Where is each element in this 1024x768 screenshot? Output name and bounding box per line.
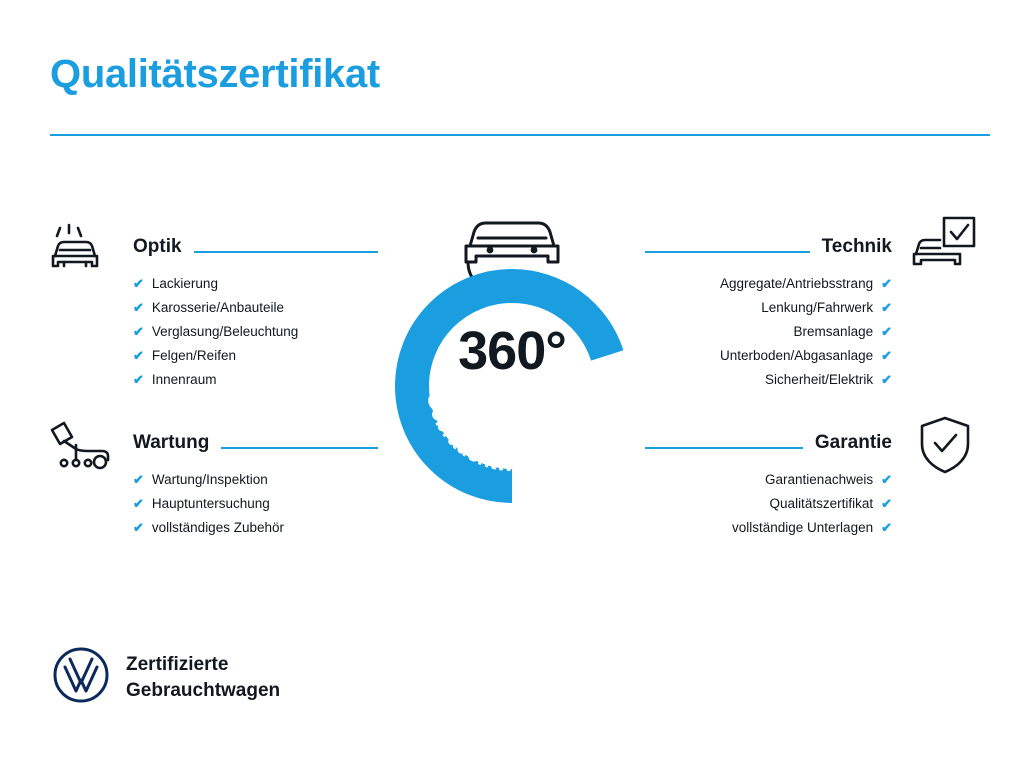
section-technik-list — [645, 272, 892, 392]
car-shine-icon — [48, 218, 116, 283]
list-item-label: Aggregate/Antriebsstrang — [719, 276, 874, 291]
list-item — [645, 296, 892, 320]
check-icon: ✔ — [881, 472, 892, 487]
list-item-label: Bremsanlage — [793, 324, 874, 339]
section-technik — [645, 236, 892, 408]
list-item — [645, 344, 892, 368]
list-item-label: Lenkung/Fahrwerk — [761, 300, 874, 315]
section-technik-header — [645, 236, 892, 260]
list-item — [645, 492, 892, 516]
list-item — [645, 368, 892, 392]
check-icon: ✔ — [133, 372, 144, 387]
list-item — [133, 272, 378, 296]
section-technik-title: Technik — [821, 236, 892, 257]
section-optik-title: Optik — [133, 236, 182, 257]
section-garantie — [645, 432, 892, 556]
check-icon: ✔ — [881, 348, 892, 363]
car-lift-icon — [46, 415, 118, 482]
title-divider — [50, 134, 990, 136]
footer-line-1: Zertifizierte — [126, 653, 229, 675]
badge-ring-text: Gebrauchtwagen-Check — [422, 390, 602, 477]
check-icon: ✔ — [881, 520, 892, 535]
list-item — [645, 320, 892, 344]
list-item-label: Unterboden/Abgasanlage — [719, 348, 874, 363]
check-icon: ✔ — [881, 372, 892, 387]
check-icon: ✔ — [133, 496, 144, 511]
section-technik-divider — [645, 251, 810, 253]
list-item — [133, 516, 378, 540]
section-garantie-list — [645, 468, 892, 540]
list-item-label: Sicherheit/Elektrik — [765, 372, 874, 387]
list-item — [133, 296, 378, 320]
badge-degree-label: 360° — [458, 321, 566, 381]
section-optik-list — [133, 272, 378, 392]
section-wartung-divider — [221, 447, 378, 449]
check-icon: ✔ — [881, 496, 892, 511]
section-wartung-header — [133, 432, 378, 456]
footer-branding — [52, 646, 280, 709]
list-item-label: Wartung/Inspektion — [151, 472, 268, 487]
check-icon: ✔ — [133, 348, 144, 363]
section-wartung-list — [133, 468, 378, 540]
footer-text — [126, 652, 280, 704]
list-item-label: vollständiges Zubehör — [151, 520, 284, 535]
check-icon: ✔ — [133, 472, 144, 487]
section-optik-header — [133, 236, 378, 260]
footer-line-2: Gebrauchtwagen — [126, 679, 281, 701]
vw-logo-icon — [52, 646, 110, 709]
list-item-label: Verglasung/Beleuchtung — [151, 324, 299, 339]
car-check-icon — [910, 214, 978, 281]
section-optik-divider — [194, 251, 378, 253]
list-item — [133, 320, 378, 344]
list-item-label: Lackierung — [151, 276, 218, 291]
check-icon: ✔ — [133, 520, 144, 535]
list-item-label: vollständige Unterlagen — [732, 520, 874, 535]
section-wartung — [133, 432, 378, 556]
check-icon: ✔ — [881, 324, 892, 339]
check-icon: ✔ — [881, 300, 892, 315]
list-item-label: Qualitätszertifikat — [769, 496, 874, 511]
list-item-label: Innenraum — [151, 372, 217, 387]
list-item — [133, 492, 378, 516]
list-item-label: Karosserie/Anbauteile — [151, 300, 284, 315]
list-item — [133, 468, 378, 492]
section-optik — [133, 236, 378, 408]
list-item — [645, 468, 892, 492]
list-item-label: Hauptuntersuchung — [151, 496, 270, 511]
check-icon: ✔ — [133, 276, 144, 291]
list-item-label: Garantienachweis — [765, 472, 874, 487]
check-icon: ✔ — [881, 276, 892, 291]
list-item — [645, 272, 892, 296]
list-item — [133, 368, 378, 392]
shield-check-icon — [916, 414, 974, 481]
gebrauchtwagen-check-badge — [380, 196, 644, 516]
page-title: Qualitätszertifikat — [50, 52, 380, 96]
list-item — [133, 344, 378, 368]
section-wartung-title: Wartung — [133, 432, 210, 453]
section-garantie-title: Garantie — [814, 432, 892, 453]
list-item-label: Felgen/Reifen — [151, 348, 236, 363]
list-item — [645, 516, 892, 540]
check-icon: ✔ — [133, 324, 144, 339]
section-garantie-header — [645, 432, 892, 456]
section-garantie-divider — [645, 447, 803, 449]
check-icon: ✔ — [133, 300, 144, 315]
